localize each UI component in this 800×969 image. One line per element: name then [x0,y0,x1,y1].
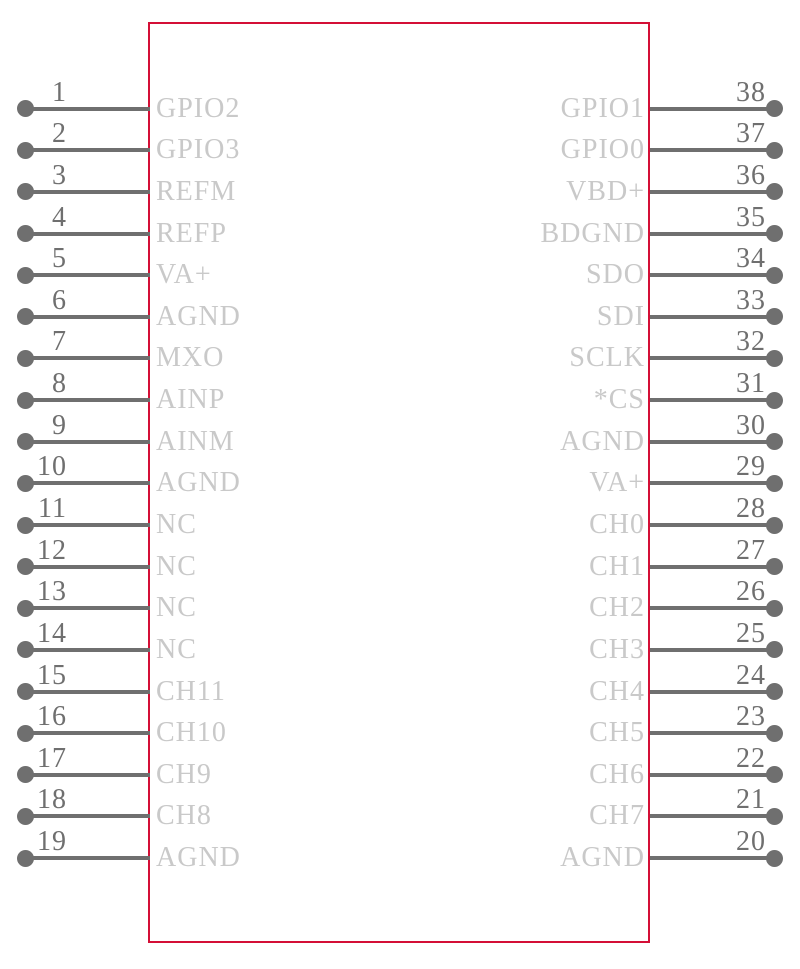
pin-name: NC [156,592,197,624]
pin-number: 30 [736,409,766,441]
pin-number: 32 [736,326,766,358]
pin-number: 14 [37,617,67,649]
pin-number: 22 [736,742,766,774]
pin-number: 27 [736,534,766,566]
pin-number: 38 [736,76,766,108]
pin-name: AINP [156,384,226,416]
pin-number: 15 [37,659,67,691]
pin-name: VA+ [156,259,212,291]
pin-number: 8 [52,368,67,400]
pin-name: AINM [156,425,235,457]
pin-number: 37 [736,118,766,150]
pin-name: AGND [156,300,241,332]
pin-name: NC [156,633,197,665]
pin-number: 4 [52,201,67,233]
pin-number: 9 [52,409,67,441]
pin-name: CH3 [589,633,645,665]
pin-number: 13 [37,576,67,608]
pin-number: 23 [736,701,766,733]
pin-name: NC [156,509,197,540]
pin-name: BDGND [540,217,645,249]
pin-number: 11 [38,493,67,524]
pin-name: CH7 [589,800,645,832]
pin-name: CH11 [156,675,226,707]
pin-number: 25 [736,617,766,649]
pin-name: CH9 [156,758,212,790]
pin-number: 28 [736,493,766,524]
pin-name: CH8 [156,800,212,832]
pin-name: NC [156,550,197,582]
pin-name: *CS [593,384,645,416]
pin-name: REFP [156,217,227,249]
pin-number: 34 [736,243,766,275]
pin-number: 7 [52,326,67,358]
pin-name: MXO [156,342,225,374]
pin-number: 26 [736,576,766,608]
pin-number: 2 [52,118,67,150]
pin-name: GPIO1 [560,92,645,124]
pin-number: 24 [736,659,766,691]
pin-name: AGND [560,842,645,874]
pin-number: 6 [52,284,67,316]
pin-number: 16 [37,701,67,733]
pin-number: 36 [736,159,766,191]
pin-number: 3 [52,159,67,191]
pin-number: 5 [52,243,67,275]
pin-number: 33 [736,284,766,316]
pin-name: AGND [156,842,241,874]
pin-name: CH6 [589,758,645,790]
pin-number: 21 [736,784,766,816]
pin-name: REFM [156,175,237,207]
pin-number: 10 [37,451,67,483]
pin-number: 35 [736,201,766,233]
pin-number: 31 [736,368,766,400]
pin-name: AGND [156,467,241,499]
pin-name: SDO [585,259,645,291]
pin-name: GPIO0 [560,134,645,166]
pin-name: GPIO2 [156,92,241,124]
pin-name: AGND [560,425,645,457]
pin-number: 20 [736,826,766,858]
pin-name: GPIO3 [156,134,241,166]
pin-name: CH5 [589,717,645,749]
pin-number: 17 [37,742,67,774]
pin-number: 1 [52,76,67,108]
pin-name: VA+ [589,467,645,499]
pin-number: 19 [37,826,67,858]
pin-name: CH2 [589,592,645,624]
pin-name: SCLK [569,342,645,374]
pin-name: CH10 [156,717,227,749]
pin-number: 18 [37,784,67,816]
pin-name: VBD+ [566,175,645,207]
pin-name: CH4 [589,675,645,707]
pin-number: 29 [736,451,766,483]
pin-name: CH0 [589,509,645,540]
pin-name: SDI [596,300,645,332]
pin-number: 12 [37,534,67,566]
pin-name: CH1 [589,550,645,582]
